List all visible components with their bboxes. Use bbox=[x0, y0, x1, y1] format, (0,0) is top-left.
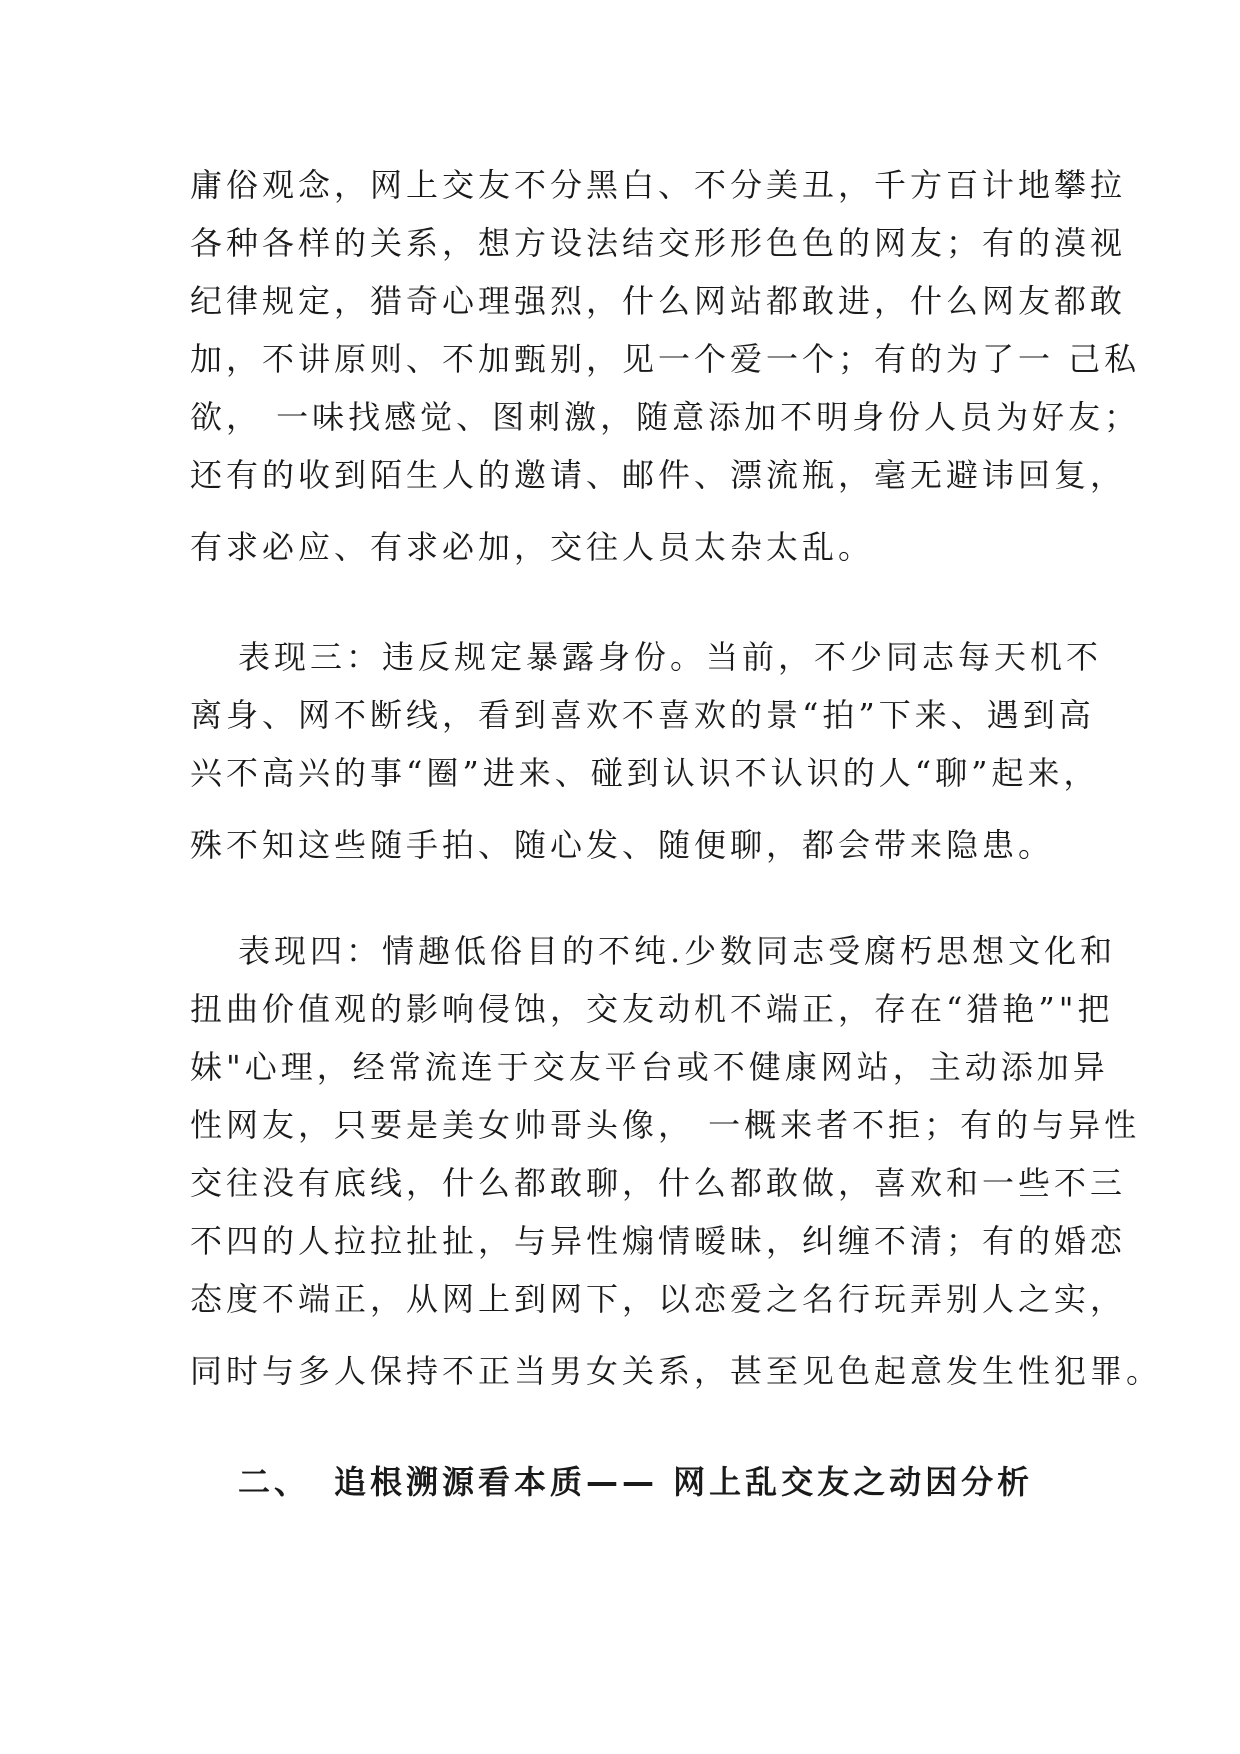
text-line: 加，不讲原则、不加甄别，见一个爱一个；有的为了一 己私 bbox=[190, 340, 1141, 378]
paragraph-biaoxian-si bbox=[190, 922, 1163, 1400]
text-line: 性网友，只要是美女帅哥头像， 一概来者不拒；有的与异性 bbox=[190, 1106, 1141, 1144]
text-line: 兴不高兴的事“圈”进来、碰到认识不认识的人“聊”起来， bbox=[190, 754, 1100, 792]
text-line: 有求必应、有求必加，交往人员太杂太乱。 bbox=[190, 528, 875, 566]
text-line: 态度不端正，从网上到网下，以恋爱之名行玩弄别人之实， bbox=[190, 1280, 1127, 1318]
text-line: 扭曲价值观的影响侵蚀，交友动机不端正，存在“猎艳”"把 bbox=[190, 990, 1114, 1028]
text-line: 纪律规定，猎奇心理强烈，什么网站都敢进，什么网友都敢 bbox=[190, 282, 1127, 320]
section-number: 二、 bbox=[238, 1463, 311, 1501]
section-heading bbox=[238, 1452, 1033, 1512]
text-line: 庸俗观念，网上交友不分黑白、不分美丑，千方百计地攀拉 bbox=[190, 166, 1127, 204]
text-line: 交往没有底线，什么都敢聊，什么都敢做，喜欢和一些不三 bbox=[190, 1164, 1127, 1202]
paragraph-biaoxian-san bbox=[190, 628, 1103, 874]
text-line: 不四的人拉拉扯扯，与异性煽情暧昧，纠缠不清；有的婚恋 bbox=[190, 1222, 1127, 1260]
text-line: 妹"心理，经常流连于交友平台或不健康网站，主动添加异 bbox=[190, 1048, 1109, 1086]
text-line: 还有的收到陌生人的邀请、邮件、漂流瓶，毫无避讳回复， bbox=[190, 456, 1127, 494]
text-line: 殊不知这些随手拍、随心发、随便聊，都会带来隐患。 bbox=[190, 826, 1055, 864]
text-line: 各种各样的关系，想方设法结交形形色色的网友；有的漠视 bbox=[190, 224, 1127, 262]
text-line: 欲， 一味找感觉、图刺激，随意添加不明身份人员为好友； bbox=[190, 398, 1141, 436]
text-line: 同时与多人保持不正当男女关系，甚至见色起意发生性犯罪。 bbox=[190, 1352, 1163, 1390]
text-line: 表现三：违反规定暴露身份。当前，不少同志每天机不 bbox=[238, 638, 1103, 676]
text-line: 表现四：情趣低俗目的不纯.少数同志受腐朽思想文化和 bbox=[238, 932, 1117, 970]
section-title: 追根溯源看本质—— 网上乱交友之动因分析 bbox=[334, 1463, 1034, 1501]
text-line: 离身、网不断线，看到喜欢不喜欢的景“拍”下来、遇到高 bbox=[190, 696, 1095, 734]
paragraph-continuation bbox=[190, 156, 1141, 576]
